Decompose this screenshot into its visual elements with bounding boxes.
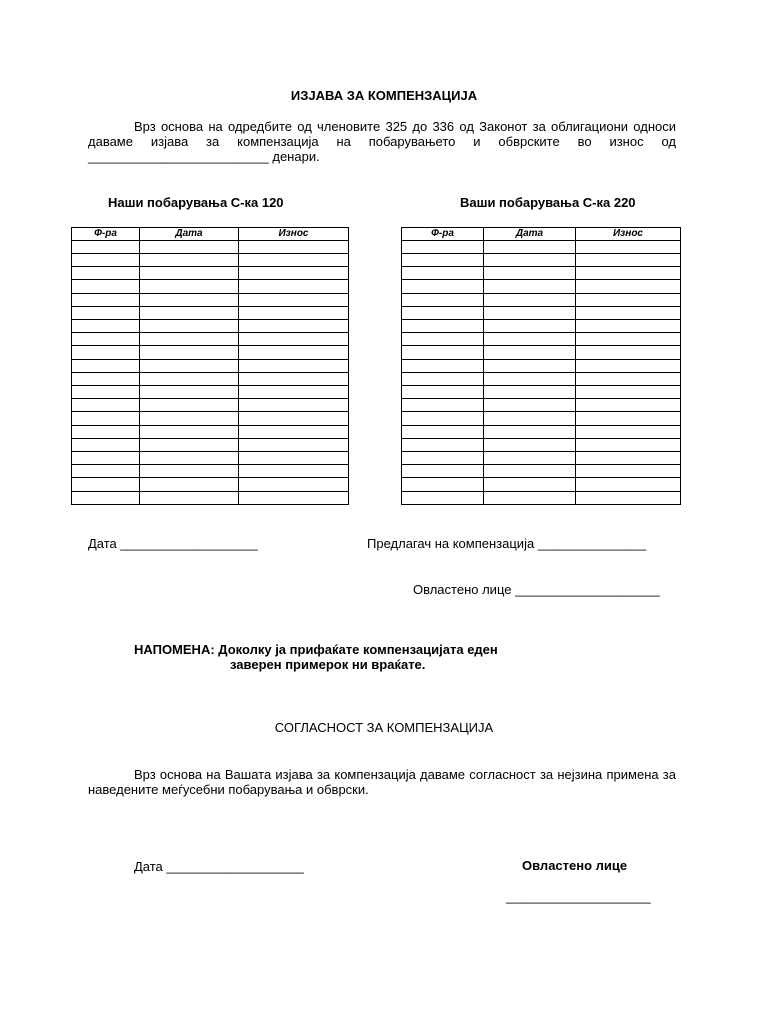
document-title: ИЗЈАВА ЗА КОМПЕНЗАЦИЈА (290, 88, 478, 103)
table-row (402, 280, 681, 293)
table-cell[interactable] (484, 425, 576, 438)
table-cell[interactable] (484, 359, 576, 372)
table-cell[interactable] (140, 425, 239, 438)
table-row (402, 478, 681, 491)
signature-line[interactable]: ____________________ (506, 889, 651, 904)
table-cell[interactable] (484, 293, 576, 306)
table-cell[interactable] (140, 306, 239, 319)
column-header-amount: Износ (239, 228, 349, 241)
intro-text: Врз основа на одредбите од членовите 325 до 336 од Законот за облигациони односи даваме изјава за компензација на побарувањето и обврските во износ од (88, 119, 676, 149)
table-row (72, 451, 349, 464)
table-cell[interactable] (140, 240, 239, 253)
our-claims-title: Наши побарувања С-ка 120 (108, 195, 284, 210)
table-row (72, 280, 349, 293)
table-cell[interactable] (576, 319, 681, 332)
date-field[interactable]: Дата ___________________ (88, 536, 258, 551)
table-cell[interactable] (140, 412, 239, 425)
proposer-field[interactable]: Предлагач на компензација _______________ (367, 536, 647, 551)
column-header-invoice: Ф-ра (72, 228, 140, 241)
table-cell[interactable] (576, 240, 681, 253)
table-row (72, 293, 349, 306)
table-cell[interactable] (72, 333, 140, 346)
table-cell[interactable] (484, 240, 576, 253)
table-row (402, 267, 681, 280)
table-header-row (402, 228, 681, 241)
table-row (72, 491, 349, 504)
table-cell[interactable] (402, 319, 484, 332)
table-row (72, 319, 349, 332)
table-cell[interactable] (239, 267, 349, 280)
table-cell[interactable] (576, 412, 681, 425)
table-cell[interactable] (576, 293, 681, 306)
table-row (402, 412, 681, 425)
column-header-date: Дата (484, 228, 576, 241)
intro-text-end: денари. (268, 149, 320, 164)
table-cell[interactable] (140, 491, 239, 504)
table-cell[interactable] (484, 412, 576, 425)
table-cell[interactable] (72, 478, 140, 491)
table-row (72, 253, 349, 266)
table-row (402, 359, 681, 372)
note-line-1: НАПОМЕНА: Доколку ја прифаќате компензацијата еден (134, 642, 498, 657)
note-line-2: заверен примерок ни враќате. (230, 657, 426, 672)
table-row (402, 425, 681, 438)
column-header-date: Дата (140, 228, 239, 241)
table-cell[interactable] (140, 346, 239, 359)
table-cell[interactable] (239, 491, 349, 504)
amount-blank[interactable]: _________________________ (88, 149, 269, 164)
table-cell[interactable] (484, 438, 576, 451)
table-cell[interactable] (140, 293, 239, 306)
table-cell[interactable] (140, 333, 239, 346)
table-cell[interactable] (239, 240, 349, 253)
table-cell[interactable] (402, 306, 484, 319)
table-row (72, 359, 349, 372)
table-cell[interactable] (72, 412, 140, 425)
table-cell[interactable] (72, 240, 140, 253)
table-cell[interactable] (402, 280, 484, 293)
table-cell[interactable] (402, 412, 484, 425)
table-cell[interactable] (402, 293, 484, 306)
table-cell[interactable] (239, 346, 349, 359)
table-cell[interactable] (72, 438, 140, 451)
table-cell[interactable] (484, 253, 576, 266)
table-cell[interactable] (576, 491, 681, 504)
table-row (402, 240, 681, 253)
table-row (402, 333, 681, 346)
table-row (72, 438, 349, 451)
table-cell[interactable] (484, 478, 576, 491)
table-cell[interactable] (140, 319, 239, 332)
table-header-row (72, 228, 349, 241)
table-row (402, 306, 681, 319)
table-cell[interactable] (239, 438, 349, 451)
table-row (72, 306, 349, 319)
table-cell[interactable] (402, 478, 484, 491)
table-cell[interactable] (140, 478, 239, 491)
table-cell[interactable] (484, 372, 576, 385)
table-row (72, 333, 349, 346)
table-cell[interactable] (484, 346, 576, 359)
table-cell[interactable] (484, 465, 576, 478)
table-cell[interactable] (239, 372, 349, 385)
table-row (402, 253, 681, 266)
agreement-authorized-label: Овластено лице (522, 858, 628, 873)
agreement-paragraph (88, 767, 676, 797)
table-cell[interactable] (576, 385, 681, 398)
table-cell[interactable] (484, 491, 576, 504)
table-row (72, 385, 349, 398)
table-cell[interactable] (140, 451, 239, 464)
table-cell[interactable] (239, 253, 349, 266)
table-cell[interactable] (140, 399, 239, 412)
table-row (402, 385, 681, 398)
table-cell[interactable] (402, 346, 484, 359)
your-claims-table (401, 227, 681, 505)
table-cell[interactable] (484, 385, 576, 398)
table-cell[interactable] (402, 253, 484, 266)
table-cell[interactable] (239, 478, 349, 491)
table-cell[interactable] (576, 465, 681, 478)
table-row (72, 465, 349, 478)
table-row (402, 346, 681, 359)
table-row (402, 293, 681, 306)
table-cell[interactable] (576, 280, 681, 293)
table-row (402, 451, 681, 464)
table-cell[interactable] (72, 267, 140, 280)
table-cell[interactable] (576, 267, 681, 280)
table-cell[interactable] (239, 385, 349, 398)
table-cell[interactable] (72, 359, 140, 372)
table-cell[interactable] (72, 346, 140, 359)
table-cell[interactable] (239, 280, 349, 293)
table-cell[interactable] (239, 465, 349, 478)
table-cell[interactable] (402, 491, 484, 504)
table-cell[interactable] (140, 385, 239, 398)
table-cell[interactable] (402, 399, 484, 412)
table-cell[interactable] (239, 412, 349, 425)
table-cell[interactable] (576, 425, 681, 438)
table-row (402, 465, 681, 478)
agreement-date-field[interactable]: Дата ___________________ (134, 859, 304, 874)
table-cell[interactable] (576, 333, 681, 346)
table-cell[interactable] (402, 385, 484, 398)
table-row (72, 372, 349, 385)
table-cell[interactable] (239, 425, 349, 438)
table-cell[interactable] (239, 293, 349, 306)
table-cell[interactable] (72, 491, 140, 504)
table-cell[interactable] (402, 451, 484, 464)
table-row (72, 346, 349, 359)
table-row (72, 240, 349, 253)
table-row (402, 438, 681, 451)
table-cell[interactable] (239, 399, 349, 412)
table-row (402, 399, 681, 412)
table-cell[interactable] (484, 280, 576, 293)
table-row (72, 399, 349, 412)
table-cell[interactable] (140, 280, 239, 293)
table-cell[interactable] (140, 267, 239, 280)
table-row (402, 319, 681, 332)
table-cell[interactable] (576, 478, 681, 491)
table-cell[interactable] (140, 253, 239, 266)
table-cell[interactable] (484, 399, 576, 412)
table-cell[interactable] (402, 333, 484, 346)
table-cell[interactable] (484, 267, 576, 280)
table-cell[interactable] (72, 451, 140, 464)
table-cell[interactable] (576, 438, 681, 451)
table-cell[interactable] (576, 399, 681, 412)
table-row (402, 491, 681, 504)
table-cell[interactable] (72, 319, 140, 332)
authorized-person-field[interactable]: Овластено лице ____________________ (413, 582, 660, 597)
table-cell[interactable] (239, 306, 349, 319)
table-cell[interactable] (484, 306, 576, 319)
our-claims-table (71, 227, 349, 505)
table-cell[interactable] (140, 438, 239, 451)
column-header-amount: Износ (576, 228, 681, 241)
table-row (72, 412, 349, 425)
table-cell[interactable] (72, 399, 140, 412)
table-cell[interactable] (576, 306, 681, 319)
table-row (72, 478, 349, 491)
table-cell[interactable] (576, 359, 681, 372)
table-cell[interactable] (576, 346, 681, 359)
agreement-title: СОГЛАСНОСТ ЗА КОМПЕНЗАЦИЈА (274, 720, 494, 735)
table-cell[interactable] (484, 333, 576, 346)
table-cell[interactable] (239, 319, 349, 332)
table-cell[interactable] (402, 240, 484, 253)
table-cell[interactable] (484, 451, 576, 464)
table-cell[interactable] (72, 293, 140, 306)
table-cell[interactable] (72, 280, 140, 293)
table-cell[interactable] (72, 425, 140, 438)
table-row (402, 372, 681, 385)
table-cell[interactable] (402, 267, 484, 280)
agreement-text: Врз основа на Вашата изјава за компензација даваме согласност за нејзина примена за наведените меѓусебни побарувања и обврски. (88, 767, 676, 797)
table-cell[interactable] (402, 425, 484, 438)
table-cell[interactable] (484, 319, 576, 332)
table-cell[interactable] (72, 306, 140, 319)
table-cell[interactable] (140, 465, 239, 478)
table-cell[interactable] (72, 372, 140, 385)
table-cell[interactable] (239, 451, 349, 464)
table-cell[interactable] (402, 438, 484, 451)
table-cell[interactable] (239, 333, 349, 346)
column-header-invoice: Ф-ра (402, 228, 484, 241)
table-cell[interactable] (576, 451, 681, 464)
table-cell[interactable] (140, 359, 239, 372)
table-cell[interactable] (576, 253, 681, 266)
table-cell[interactable] (402, 372, 484, 385)
table-row (72, 425, 349, 438)
table-cell[interactable] (576, 372, 681, 385)
table-row (72, 267, 349, 280)
table-cell[interactable] (72, 385, 140, 398)
table-cell[interactable] (402, 359, 484, 372)
table-cell[interactable] (402, 465, 484, 478)
table-cell[interactable] (72, 465, 140, 478)
intro-paragraph (88, 119, 676, 164)
your-claims-title: Ваши побарувања С-ка 220 (460, 195, 636, 210)
table-cell[interactable] (239, 359, 349, 372)
table-cell[interactable] (72, 253, 140, 266)
table-cell[interactable] (140, 372, 239, 385)
